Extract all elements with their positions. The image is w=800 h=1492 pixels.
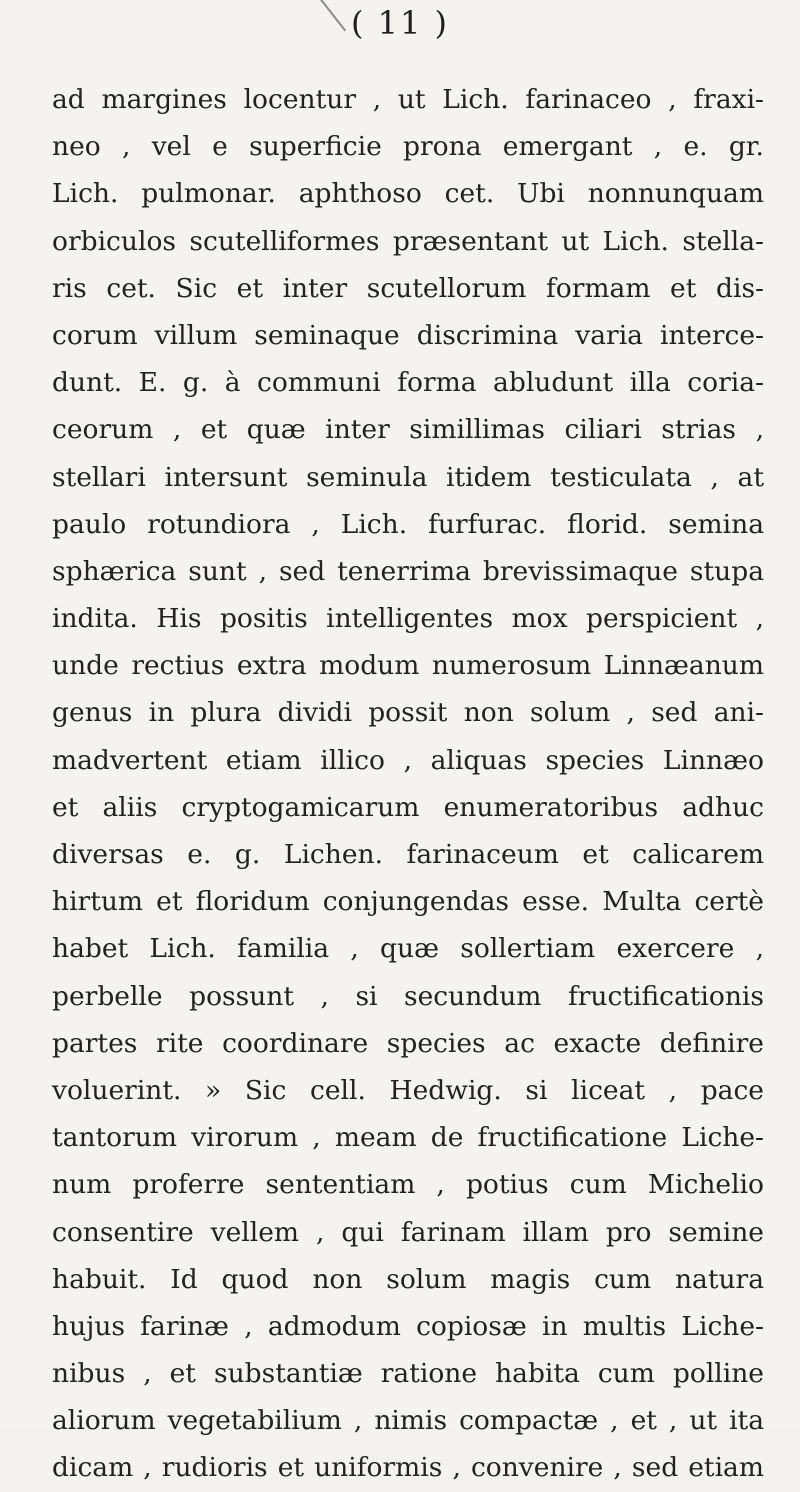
text-line: orbiculos scutelliformes præsentant ut Lich. stella- (52, 225, 764, 257)
text-line: corum villum seminaque discrimina varia interce- (52, 319, 764, 351)
text-line: sphærica sunt , sed tenerrima brevissimaque stupa (52, 555, 764, 587)
text-line: genus in plura dividi possit non solum , sed ani- (52, 697, 764, 729)
latin-text-body (52, 76, 764, 1492)
text-line: num proferre sententiam , potius cum Michelio (52, 1169, 764, 1201)
text-line: neo , vel e superficie prona emergant , e. gr. (52, 131, 764, 163)
text-line: habet Lich. familia , quæ sollertiam exercere , (52, 933, 764, 965)
text-line: aliorum vegetabilium , nimis compactæ , et , ut ita (52, 1405, 764, 1437)
text-line: paulo rotundiora , Lich. furfurac. florid. semina (52, 508, 764, 540)
text-line: ris cet. Sic et inter scutellorum formam et dis- (52, 272, 764, 304)
text-line: stellari intersunt seminula itidem testiculata , at (52, 461, 764, 493)
text-line: diversas e. g. Lichen. farinaceum et calicarem (52, 839, 764, 870)
text-line: partes rite coordinare species ac exacte definire (52, 1027, 764, 1059)
text-line: ad margines locentur , ut Lich. farinaceo , fraxi- (52, 84, 764, 115)
text-line: indita. His positis intelligentes mox perspicient , (52, 603, 764, 635)
text-line: voluerint. » Sic cell. Hedwig. si liceat , pace (52, 1074, 764, 1106)
text-line: tantorum virorum , meam de fructificatione Liche- (52, 1122, 764, 1154)
text-line: Lich. pulmonar. aphthoso cet. Ubi nonnunquam (52, 178, 764, 210)
text-line: hujus farinæ , admodum copiosæ in multis Liche- (52, 1310, 764, 1342)
text-line: hirtum et floridum conjungendas esse. Multa certè (52, 886, 764, 918)
text-line: dunt. E. g. à communi forma abludunt illa coria- (52, 367, 764, 399)
text-line: consentire vellem , qui farinam illam pro semine (52, 1216, 764, 1248)
text-line: nibus , et substantiæ ratione habita cum polline (52, 1358, 764, 1390)
text-line: ceorum , et quæ inter simillimas ciliari strias , (52, 414, 764, 446)
page-number: ( 11 ) (350, 4, 450, 42)
text-line: unde rectius extra modum numerosum Linnæanum (52, 650, 764, 682)
text-line: et aliis cryptogamicarum enumeratoribus adhuc (52, 791, 764, 823)
text-line: madvertent etiam illico , aliquas species Linnæo (52, 744, 764, 776)
text-line: habuit. Id quod non solum magis cum natura (52, 1263, 764, 1295)
text-line: dicam , rudioris et uniformis , convenire , sed etiam (52, 1452, 764, 1484)
text-line: perbelle possunt , si secundum fructificationis (52, 980, 764, 1012)
